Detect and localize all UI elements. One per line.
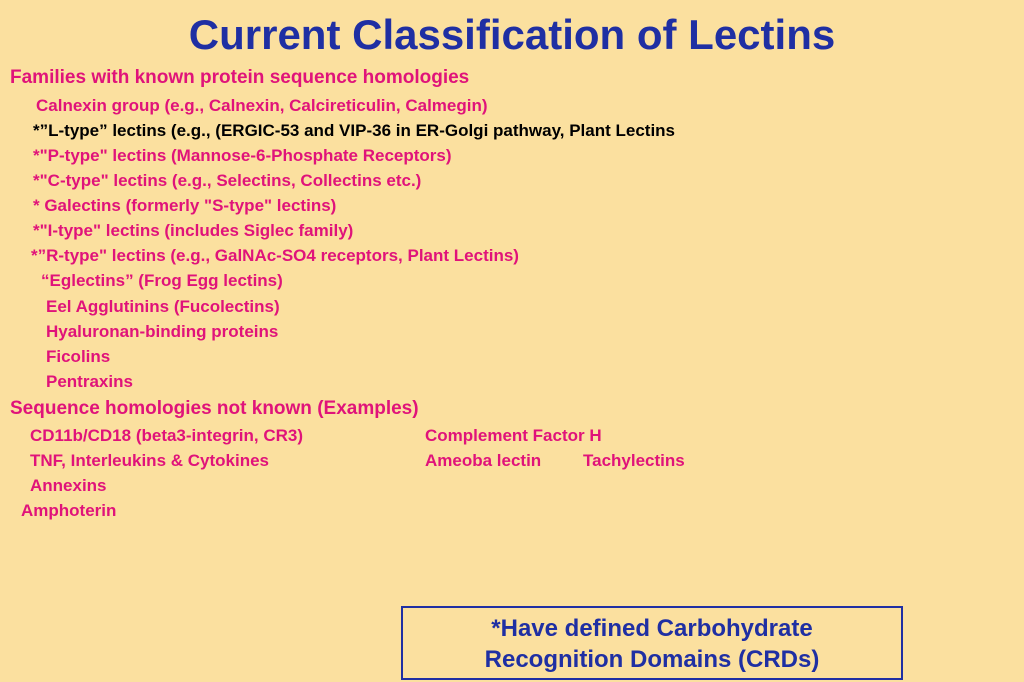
list-item: CD11b/CD18 (beta3-integrin, CR3) bbox=[30, 426, 303, 445]
list-item: TNF, Interleukins & Cytokines bbox=[30, 451, 269, 470]
list-item: Calnexin group (e.g., Calnexin, Calcireticulin, Calmegin) bbox=[36, 96, 488, 115]
list-item: Pentraxins bbox=[46, 372, 133, 391]
list-item: *"I-type" lectins (includes Siglec family) bbox=[33, 221, 354, 240]
crd-note-box bbox=[401, 606, 903, 680]
list-item: Ficolins bbox=[46, 347, 111, 366]
list-item: *”L-type” lectins (e.g., (ERGIC-53 and VIP-36 in ER-Golgi pathway, Plant Lectins bbox=[33, 121, 676, 140]
list-item: Amphoterin bbox=[21, 501, 117, 520]
list-item: Hyaluronan-binding proteins bbox=[46, 322, 279, 341]
list-item: “Eglectins” (Frog Egg lectins) bbox=[41, 271, 283, 290]
list-item: Annexins bbox=[30, 476, 107, 495]
list-item: Eel Agglutinins (Fucolectins) bbox=[46, 297, 280, 316]
crd-note-line: Recognition Domains (CRDs) bbox=[484, 646, 820, 673]
list-item: *"P-type" lectins (Mannose-6-Phosphate Receptors) bbox=[33, 146, 452, 165]
list-item: *"C-type" lectins (e.g., Selectins, Collectins etc.) bbox=[33, 171, 422, 190]
list-item: Ameoba lectin bbox=[425, 451, 542, 470]
list-item: *”R-type" lectins (e.g., GalNAc-SO4 receptors, Plant Lectins) bbox=[31, 246, 519, 265]
list-item: * Galectins (formerly "S-type" lectins) bbox=[33, 196, 337, 215]
section-heading-unknown: Sequence homologies not known (Examples) bbox=[10, 398, 419, 419]
crd-note-line: *Have defined Carbohydrate bbox=[491, 615, 813, 642]
list-item: Complement Factor H bbox=[425, 426, 602, 445]
section-heading-known: Families with known protein sequence homologies bbox=[10, 67, 470, 88]
page-title: Current Classification of Lectins bbox=[188, 11, 836, 58]
list-item: Tachylectins bbox=[583, 451, 685, 470]
